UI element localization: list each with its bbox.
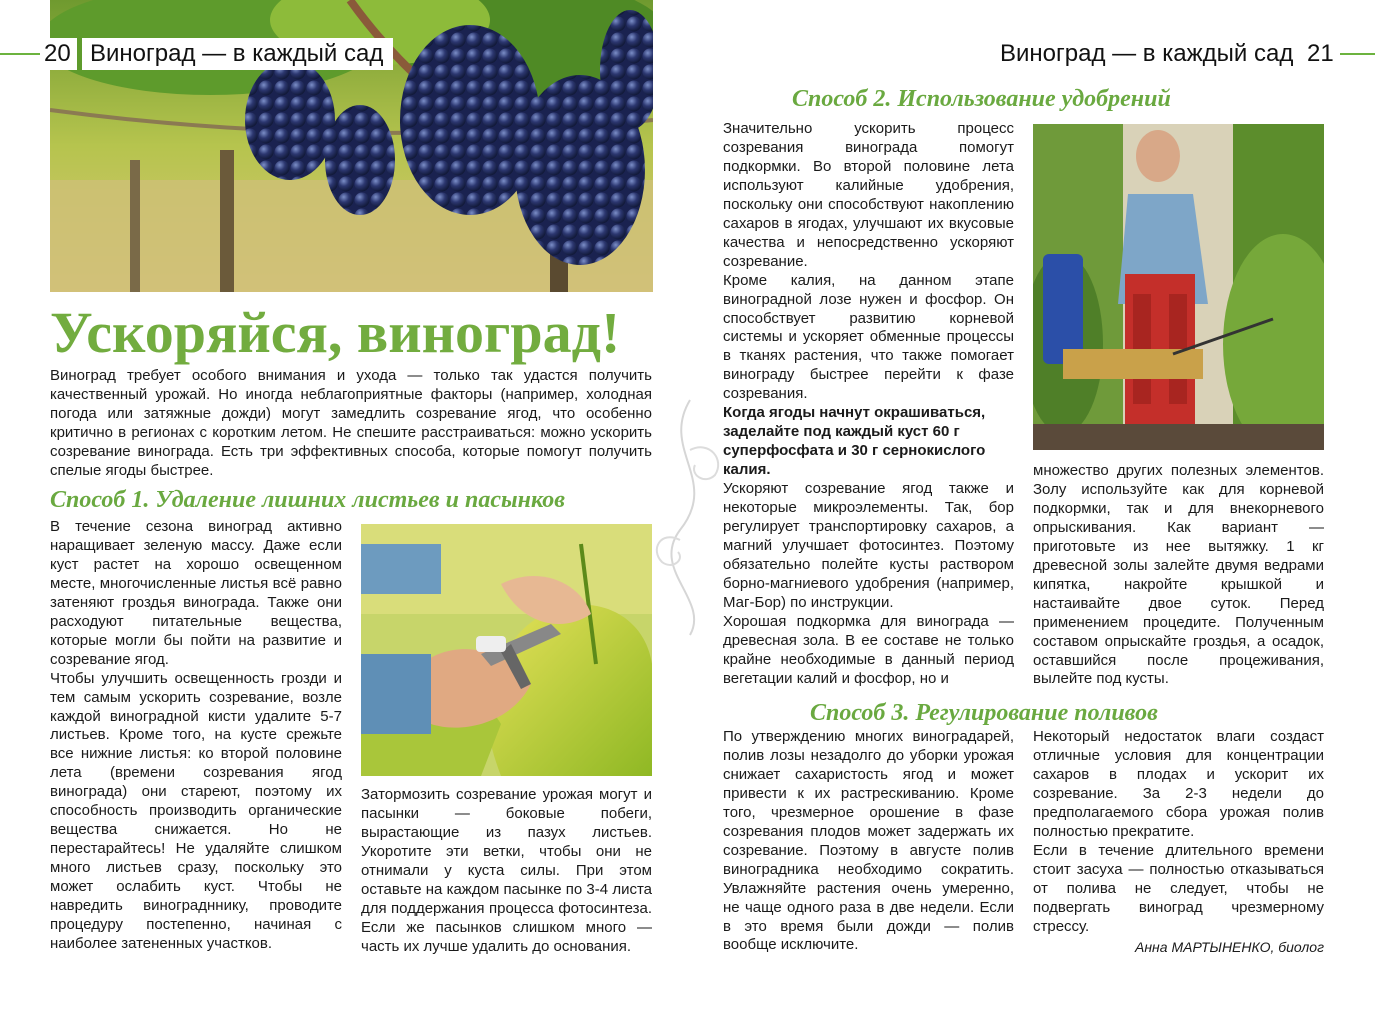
method2-paragraph-1: Значительно ускорить процесс созревания винограда помогут подкормки. Во второй половине лета используют калийные удобрения, поскольку они способствуют накоплению сахаров в ягодах, улучшают их вкусовые качества и непосредственно ускоряют созревание. (723, 120, 1014, 270)
method2-paragraph-2: Кроме калия, на данном этапе виноградной лозе нужен и фосфор. Он способствует развитию корневой системы и ускоряет обменные процессы в тканях растения, что также помогает винограду быстрее перейти к фазе созревания. (723, 271, 1014, 403)
method2-column-1 (723, 120, 1014, 689)
method2-paragraph-4: Хорошая подкормка для винограда — древесная зола. В ее составе не только крайне необходимые в данный период вегетации калий и фосфор, но и (723, 612, 1014, 687)
method3-column-1: По утверждению многих виноградарей, полив лозы незадолго до уборки урожая снижает сахаристость ягод и может привести к их растрескиванию. Кроме того, чрезмерное орошение в фазе созревания плодов может задержать их созревание. Поэтому в августе полив виноградника необходимо сократить. Увлажняйте растения очень умеренно, не чаще одного раза в две недели. Если в это время были дожди — полив вообще исключите. (723, 728, 1014, 954)
method1-heading: Способ 1. Удаление лишних листьев и пасынков (50, 487, 565, 513)
page-number-right: 21 (1307, 38, 1334, 70)
headline: Ускоряйся, виноград! (50, 300, 621, 365)
method1-paragraph-2: Чтобы улучшить освещенность грозди и тем самым ускорить созревание, возле каждой виноградной кисти удалите 5-7 листьев. Кроме того, на кусте срежьте все нижние листья: ко второй половине лета (времени созревания ягод винограда) они стареют, поэтому их способность производить органические вещества снижается. Но не перестарайтесь! Не удаляйте слишком много листьев сразу, поскольку это может ослабить куст. Чтобы не навредить виноградннику, проводите процедуру постепенно, начиная с наиболее затененных участков. (50, 669, 342, 952)
method3-column-2 (1033, 728, 1324, 936)
method1-column-2: Затормозить созревание урожая могут и пасынки — боковые побеги, вырастающие из пазух листьев. Укоротите эти ветки, чтобы они не отнимали у куста силы. При этом оставьте на каждом пасынке по 3-4 листа для поддержания процесса фотосинтеза. Если же пасынков слишком много — часть их лучше удалить до основания. (361, 786, 652, 955)
header-rule-left (0, 53, 40, 55)
running-title-right: Виноград — в каждый сад (1000, 38, 1293, 70)
method2-column-2: множество других полезных элементов. Золу используйте как для корневой подкормки, так и для внекорневого опрыскивания. Как вариант — приготовьте из нее вытяжку. 1 кг древесной золы залейте двумя ведрами кипятка, накройте крышкой и настаивайте двое суток. Перед применением процедите. Полученным составом опрыскайте гроздья, а осадок, оставшийся после процеживания, вылейте под кусты. (1033, 462, 1324, 688)
method2-photo (1033, 124, 1324, 450)
header-rule-right (1340, 53, 1375, 55)
method1-paragraph-1: В течение сезона виноград активно наращивает зеленую массу. Даже если куст растет на хорошо освещенном месте, многочисленные листья всё равно затеняют гроздья винограда. Также они расходуют питательные вещества, которые могли бы пойти на развитие и созревание ягод. (50, 518, 342, 668)
method1-column-1 (50, 518, 342, 954)
author-signature: Анна МАРТЫНЕНКО, биолог (1135, 939, 1324, 955)
method3-paragraph-2: Если в течение длительного времени стоит засуха — полностью отказываться от полива не следует, чтобы не подвергать виноград чрезмерному стрессу. (1033, 841, 1324, 935)
method2-heading: Способ 2. Использование удобрений (792, 86, 1171, 112)
method3-paragraph-1: Некоторый недостаток влаги создаст отличные условия для концентрации сахаров в плодах и ускорит их созревание. За 2-3 недели до предполагаемого сбора урожая полив полностью прекратите. (1033, 728, 1324, 840)
method2-paragraph-3: Ускоряют созревание ягод также и некоторые микроэлементы. Так, бор регулирует транспортировку сахаров, а магний улучшает фотосинтез. Поэтому обязательно полейте кусты раствором борно-магниевого удобрения (например, Маг-Бор) по инструкции. (723, 480, 1014, 611)
intro-paragraph: Виноград требует особого внимания и ухода — только так удастся получить качественный урожай. Но иногда неблагоприятные факторы (например, холодная погода или затяжные дожди) могут замедлить созревание ягод, что особенно критично в регионах с коротким летом. Не спешите расстраиваться: можно ускорить созревание винограда. Есть три эффективных способа, которые помогут получить спелые ягоды быстрее. (50, 367, 652, 479)
running-title-left: Виноград — в каждый сад (82, 38, 393, 70)
method1-photo (361, 524, 652, 776)
page-number-left: 20 (44, 38, 77, 70)
method2-bold-tip: Когда ягоды начнут окрашиваться, заделайте под каждый куст 60 г суперфосфата и 30 г сернокислого калия. (723, 404, 986, 479)
method3-heading: Способ 3. Регулирование поливов (810, 700, 1158, 726)
